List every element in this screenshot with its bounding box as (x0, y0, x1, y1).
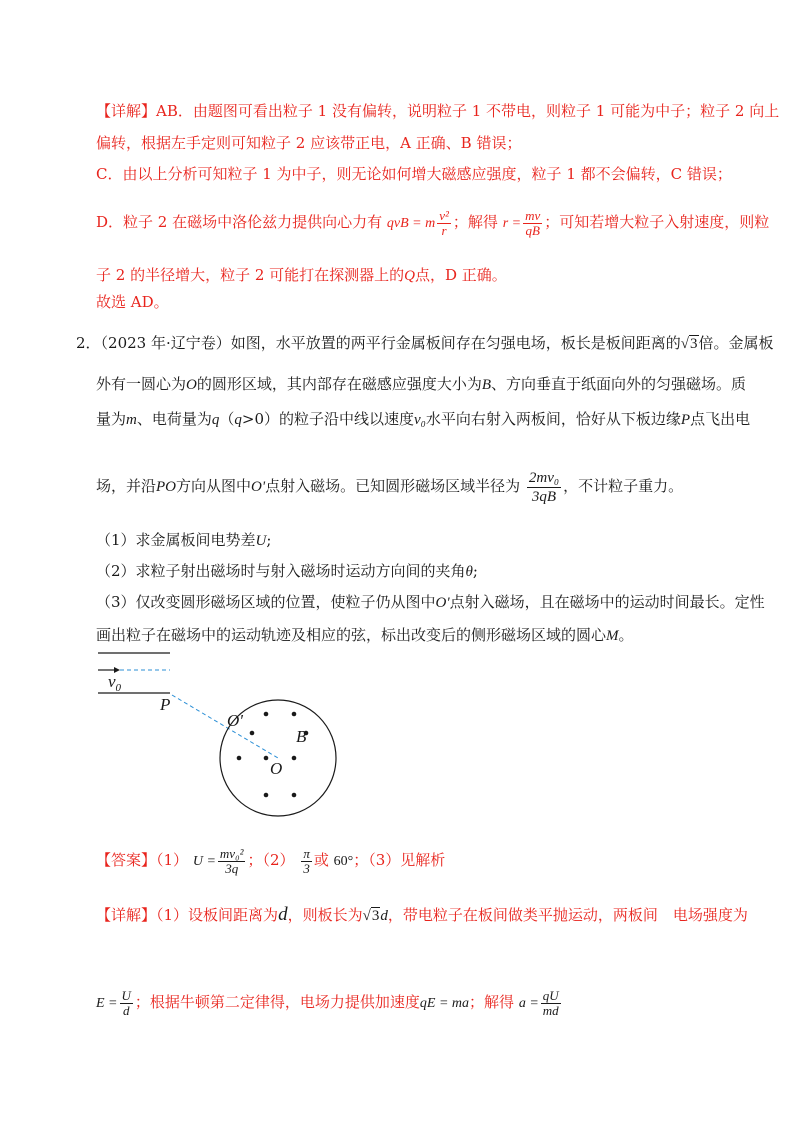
label-v0: $v_0$ (108, 672, 122, 694)
field-dot (250, 731, 255, 736)
fraction-pi-3: $\frac{\pi}{3}$ (303, 845, 310, 876)
question-2-line-4: 场，并沿PO方向从图中O'点射入磁场。已知圆形磁场区域半径为 $\frac{\text{2mv₀}}{3qB}$ ，不计粒子重力。 (96, 469, 684, 505)
detail2-line-1: 【详解】（1）设板间距离为d，则板长为√3d，带电粒子在板间做类平抛运动，两板间 电场强度为 (96, 904, 748, 925)
fraction: $\frac{mv}{qB}$ (525, 207, 541, 238)
answer-tag: 【答案】 (96, 851, 157, 869)
detail-line-6: 故选 AD。 (96, 293, 169, 311)
detail-line-4 (96, 202, 769, 244)
detail-tag: 【详解】 (96, 102, 157, 120)
question-2-line-1: 2．（2023 年·辽宁卷）如图，水平放置的两平行金属板间存在匀强电场，板长是板间距离的√3倍。金属板 (76, 334, 774, 352)
question-2-part-3: （3）仅改变圆形磁场区域的位置，使粒子仍从图中O'点射入磁场，且在磁场中的运动时间最长。定性 (96, 593, 765, 611)
field-dot (264, 793, 269, 798)
field-dot (292, 793, 297, 798)
field-dot (264, 712, 269, 717)
fraction-E: $\frac{U}{d}$ (121, 987, 131, 1018)
detail-text: AB．由题图可看出粒子 1 没有偏转，说明粒子 1 不带电，则粒子 1 可能为中子；粒子 2 向上 (156, 102, 780, 120)
detail-text: ；可知若增大粒子入射速度，则粒 (544, 213, 770, 231)
field-dot (292, 756, 297, 761)
field-dot (237, 756, 242, 761)
question-2-part-2: （2）求粒子射出磁场时与射入磁场时运动方向间的夹角θ; (96, 562, 478, 580)
sqrt-3: √3 (362, 908, 380, 924)
field-dot (264, 756, 269, 761)
label-O-prime: O' (227, 711, 243, 730)
detail-text: ；解得 (452, 213, 498, 231)
path-PO (172, 695, 278, 758)
detail-line-5: 子 2 的半径增大，粒子 2 可能打在探测器上的Q点，D 正确。 (96, 266, 507, 284)
answer-line: 【答案】（1） U = $\frac{\text{mv₀²}}{3q}$ ；（2） $\frac{\pi}{3}$ 或 60°；（3）见解析 (96, 845, 446, 876)
equation-radius: r = (502, 216, 522, 231)
question-2-part-1: （1）求金属板间电势差U; (96, 531, 272, 549)
question-2-part-3-cont: 画出粒子在磁场中的运动轨迹及相应的弦，标出改变后的侧形磁场区域的圆心M。 (96, 626, 634, 644)
fraction-a: $\frac{qU}{md}$ (542, 987, 559, 1018)
physics-figure (90, 650, 350, 855)
detail-text: C．由以上分析可知粒子 1 为中子，则无论如何增大磁感应强度，粒子 1 都不会偏转，C 错误； (96, 165, 732, 183)
detail-text: 偏转，根据左手定则可知粒子 2 应该带正电，A 正确、B 错误； (96, 134, 522, 152)
field-dot (292, 712, 297, 717)
label-O: O (270, 759, 283, 778)
fraction: $\frac{\text{v²}}{r}$ (439, 207, 449, 238)
detail-line-3 (96, 164, 732, 184)
detail-tag: 【详解】 (96, 906, 157, 924)
label-B: B (296, 727, 307, 746)
detail-text: D．粒子 2 在磁场中洛伦兹力提供向心力有 (96, 213, 383, 231)
fraction-radius: $\frac{\text{2mv₀}}{3qB}$ (528, 469, 560, 505)
detail-line-2 (96, 133, 521, 153)
fraction-U: $\frac{\text{mv₀²}}{3q}$ (219, 845, 244, 876)
detail-line-1 (96, 101, 779, 121)
label-P: P (160, 695, 171, 714)
equation-lorentz: qvB = m (386, 216, 436, 231)
question-2-line-3: 量为m、电荷量为q（q>0）的粒子沿中线以速度v₀水平向右射入两板间，恰好从下板边缘P点飞出电 (96, 410, 751, 428)
sqrt-3: √3 (680, 336, 698, 352)
detail2-line-2: E = $\frac{U}{d}$ ；根据牛顿第二定律得，电场力提供加速度qE = ma；解得 a = $\frac{qU}{md}$ (96, 987, 559, 1018)
question-2-line-2: 外有一圆心为O的圆形区域，其内部存在磁感应强度大小为B、方向垂直于纸面向外的匀强磁场。质 (96, 375, 747, 393)
